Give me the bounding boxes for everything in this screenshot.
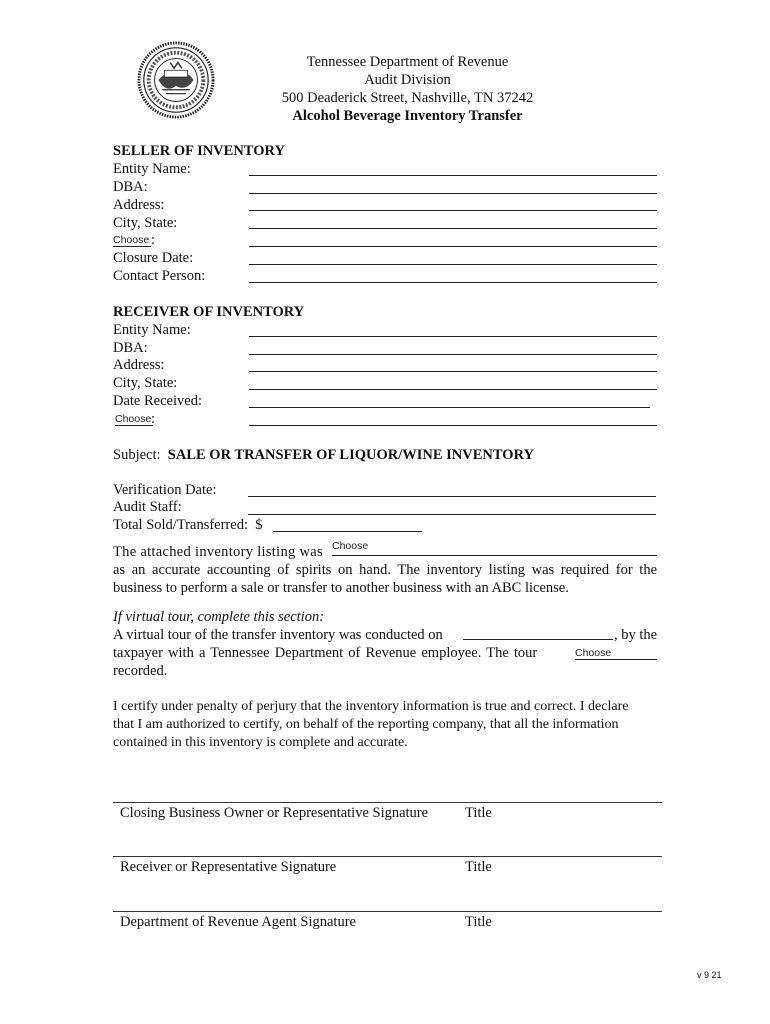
verification-date-label: Verification Date: [113,482,217,498]
receiver-address-label: Address: [113,357,165,373]
receiver-choose-field[interactable] [249,425,657,426]
seller-entity-name-label: Entity Name: [113,161,191,177]
subject-text: SALE OR TRANSFER OF LIQUOR/WINE INVENTORY [167,447,534,463]
attached-listing-line3: business to perform a sale or transfer to another business with an ABC license. [113,580,569,596]
seller-closure-date-label: Closure Date: [113,250,194,266]
receiver-choose-colon: : [151,411,156,427]
owner-title-label: Title [465,805,492,821]
seller-choose-dropdown[interactable]: Choose [113,234,150,246]
agent-signature-label: Department of Revenue Agent Signature [120,914,356,930]
virtual-tour-date-field[interactable] [463,639,613,640]
seller-entity-name-field[interactable] [249,175,657,176]
seller-choose-colon: : [151,232,156,248]
department-address: 500 Deaderick Street, Nashville, TN 37242 [281,90,534,106]
subject-line [113,447,534,464]
virtual-tour-choose-dropdown[interactable]: Choose [575,647,657,660]
seller-address-field[interactable] [249,210,657,211]
virtual-tour-line1-prefix: A virtual tour of the transfer inventory was conducted on [113,627,443,643]
attached-listing-choose-text: Choose [332,540,369,552]
agent-title-label: Title [465,914,492,930]
seller-choose-field[interactable] [249,246,657,247]
attached-listing-line2: as an accurate accounting of spirits on hand. The inventory listing was required for the [113,562,657,578]
receiver-choose-dropdown[interactable]: Choose [115,413,152,425]
seller-city-state-label: City, State: [113,215,178,231]
virtual-tour-line3: recorded. [113,663,168,679]
department-name: Tennessee Department of Revenue [306,54,509,70]
total-sold-label: Total Sold/Transferred: [113,517,248,533]
audit-staff-label: Audit Staff: [113,499,182,515]
certify-line2: that I am authorized to certify, on behalf of the reporting company, that all the information [113,717,619,732]
certify-line3: contained in this inventory is complete and accurate. [113,735,408,750]
dollar-sign: $ [255,517,263,533]
receiver-date-received-field[interactable] [249,407,650,408]
seller-city-state-field[interactable] [249,228,657,229]
virtual-tour-line2-prefix: taxpayer with a Tennessee Department of Revenue employee. The tour [113,645,538,661]
seller-section-title: SELLER OF INVENTORY [113,143,285,159]
form-header [250,53,565,125]
owner-signature-label: Closing Business Owner or Representative Signature [120,805,429,821]
total-sold-amount-field[interactable] [273,531,422,532]
receiver-city-state-field[interactable] [249,389,657,390]
receiver-signature-label: Receiver or Representative Signature [120,859,337,875]
attached-listing-choose-dropdown[interactable] [332,540,657,556]
receiver-entity-name-label: Entity Name: [113,322,191,338]
total-sold-line [113,517,262,534]
state-seal-image [137,41,215,119]
receiver-dba-label: DBA: [113,340,148,356]
seller-dba-field[interactable] [249,193,657,194]
seller-dba-label: DBA: [113,179,148,195]
seller-contact-person-field[interactable] [249,282,657,283]
audit-staff-field[interactable] [248,514,656,515]
receiver-entity-name-field[interactable] [249,336,657,337]
virtual-tour-heading: If virtual tour, complete this section: [113,609,325,625]
attached-listing-prefix: The attached inventory listing was [113,544,323,560]
receiver-date-received-label: Date Received: [113,393,202,409]
certify-line1: I certify under penalty of perjury that the inventory information is true and correct. I declare [113,699,629,714]
division-name: Audit Division [364,72,451,88]
receiver-address-field[interactable] [249,371,657,372]
receiver-section-title: RECEIVER OF INVENTORY [113,304,305,320]
seller-contact-person-label: Contact Person: [113,268,206,284]
receiver-city-state-label: City, State: [113,375,178,391]
form-version: v 9 21 [697,970,722,980]
receiver-dba-field[interactable] [249,354,657,355]
receiver-title-label: Title [465,859,492,875]
verification-date-field[interactable] [248,496,656,497]
subject-label: Subject: [113,447,161,463]
seller-closure-date-field[interactable] [249,264,657,265]
seller-address-label: Address: [113,197,165,213]
form-title: Alcohol Beverage Inventory Transfer [292,108,523,124]
owner-signature-line[interactable] [113,802,662,803]
virtual-tour-line1-suffix: , by the [614,627,658,643]
receiver-signature-line[interactable] [113,856,662,857]
agent-signature-line[interactable] [113,911,662,912]
